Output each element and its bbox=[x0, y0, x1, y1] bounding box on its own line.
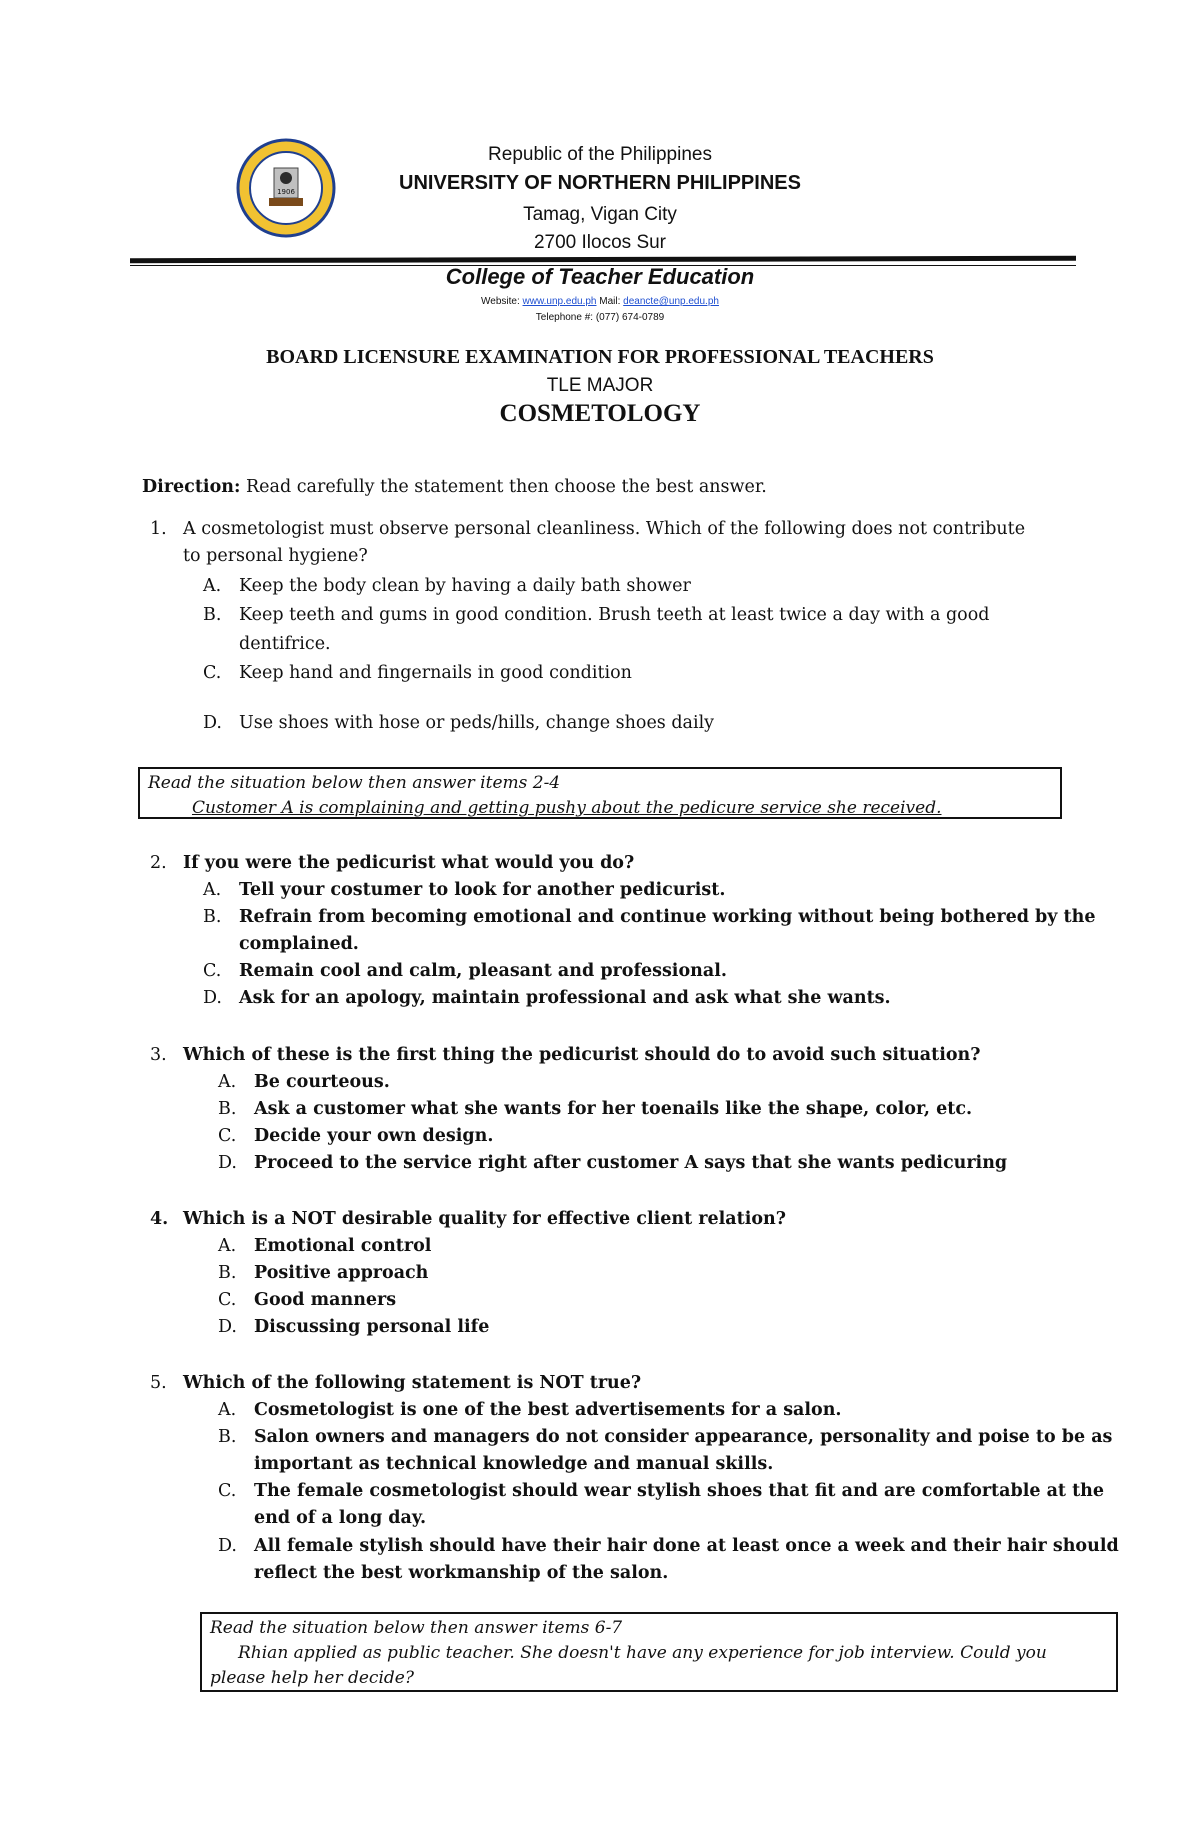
option-text: Be courteous. bbox=[254, 1072, 390, 1092]
website-label: Website: bbox=[481, 296, 520, 307]
option-text: reflect the best workmanship of the salon. bbox=[254, 1563, 669, 1583]
mail-link[interactable]: deancte@unp.edu.ph bbox=[623, 296, 719, 307]
option-text: dentifrice. bbox=[239, 634, 331, 654]
option-letter: D. bbox=[203, 988, 222, 1008]
question-text: Which of the following statement is NOT true? bbox=[183, 1373, 642, 1393]
question-number: 2. bbox=[150, 853, 167, 873]
exam-major: TLE MAJOR bbox=[546, 375, 654, 396]
option-text: Keep hand and fingernails in good condition bbox=[239, 663, 632, 683]
option-text: Use shoes with hose or peds/hills, change shoes daily bbox=[239, 713, 715, 733]
option-letter: C. bbox=[203, 961, 222, 981]
option-text: Tell your costumer to look for another pedicurist. bbox=[239, 880, 726, 900]
situation-text: please help her decide? bbox=[210, 1668, 414, 1688]
option-text: Refrain from becoming emotional and continue working without being bothered by the bbox=[239, 907, 1096, 927]
option-letter: D. bbox=[218, 1317, 237, 1337]
question-number: 5. bbox=[150, 1373, 167, 1393]
header-province: 2700 Ilocos Sur bbox=[533, 232, 667, 253]
exam-title: BOARD LICENSURE EXAMINATION FOR PROFESSIONAL TEACHERS bbox=[266, 346, 934, 368]
option-letter: D. bbox=[218, 1536, 237, 1556]
option-letter: C. bbox=[218, 1481, 237, 1501]
situation-box-2 bbox=[200, 1612, 1118, 1692]
mail-label: Mail: bbox=[599, 296, 621, 307]
option-letter: B. bbox=[218, 1427, 237, 1447]
situation-heading: Read the situation below then answer items 6-7 bbox=[210, 1618, 623, 1638]
option-text: important as technical knowledge and manual skills. bbox=[254, 1454, 774, 1474]
option-letter: A. bbox=[218, 1072, 237, 1092]
option-letter: C. bbox=[203, 663, 222, 683]
question-text bbox=[183, 516, 1103, 570]
option-text: Good manners bbox=[254, 1290, 397, 1310]
option-letter: B. bbox=[218, 1099, 237, 1119]
option-letter: B. bbox=[203, 907, 222, 927]
question-number: 3. bbox=[150, 1045, 167, 1065]
option-letter: B. bbox=[203, 605, 222, 625]
option-letter: A. bbox=[203, 880, 222, 900]
question-text: If you were the pedicurist what would you do? bbox=[183, 853, 635, 873]
option-text: Proceed to the service right after customer A says that she wants pedicuring bbox=[254, 1153, 1008, 1173]
option-text: Discussing personal life bbox=[254, 1317, 490, 1337]
option-text: Emotional control bbox=[254, 1236, 432, 1256]
option-text: All female stylish should have their hair done at least once a week and their hair should bbox=[254, 1536, 1119, 1556]
option-letter: C. bbox=[218, 1290, 237, 1310]
situation-box-1 bbox=[138, 767, 1062, 819]
situation-text: Customer A is complaining and getting pushy about the pedicure service she received. bbox=[192, 798, 942, 818]
direction bbox=[142, 474, 767, 501]
question-line: A cosmetologist must observe personal cleanliness. Which of the following does not contribute bbox=[183, 519, 1026, 539]
question-number: 4. bbox=[150, 1209, 169, 1229]
option-text: end of a long day. bbox=[254, 1508, 427, 1528]
option-text: Keep teeth and gums in good condition. Brush teeth at least twice a day with a good bbox=[239, 605, 990, 625]
college-name: College of Teacher Education bbox=[445, 264, 755, 289]
telephone-line: Telephone #: (077) 674-0789 bbox=[535, 312, 665, 323]
situation-text: Rhian applied as public teacher. She doesn't have any experience for job interview. Could you bbox=[238, 1643, 1047, 1663]
direction-label: Direction: bbox=[142, 477, 241, 497]
option-letter: D. bbox=[218, 1153, 237, 1173]
option-text: Positive approach bbox=[254, 1263, 429, 1283]
svg-text:1906: 1906 bbox=[277, 188, 295, 196]
question-text: Which of these is the first thing the pedicurist should do to avoid such situation? bbox=[183, 1045, 981, 1065]
contact-line bbox=[0, 296, 1200, 307]
question-number: 1. bbox=[150, 519, 167, 539]
option-text: Cosmetologist is one of the best advertisements for a salon. bbox=[254, 1400, 842, 1420]
option-text: Remain cool and calm, pleasant and professional. bbox=[239, 961, 727, 981]
option-letter: A. bbox=[218, 1236, 237, 1256]
header-city: Tamag, Vigan City bbox=[523, 204, 677, 225]
option-text: The female cosmetologist should wear stylish shoes that fit and are comfortable at the bbox=[254, 1481, 1105, 1501]
header-rule-thick bbox=[130, 256, 1076, 263]
option-text: Decide your own design. bbox=[254, 1126, 494, 1146]
option-text: Keep the body clean by having a daily bath shower bbox=[239, 576, 691, 596]
option-text: Salon owners and managers do not consider appearance, personality and poise to be as bbox=[254, 1427, 1113, 1447]
option-letter: C. bbox=[218, 1126, 237, 1146]
option-letter: A. bbox=[203, 576, 222, 596]
option-letter: A. bbox=[218, 1400, 237, 1420]
header-university: UNIVERSITY OF NORTHERN PHILIPPINES bbox=[399, 172, 801, 194]
option-text: Ask for an apology, maintain professional and ask what she wants. bbox=[239, 988, 891, 1008]
header-republic: Republic of the Philippines bbox=[488, 144, 712, 165]
option-text: Ask a customer what she wants for her toenails like the shape, color, etc. bbox=[254, 1099, 973, 1119]
direction-text: Read carefully the statement then choose the best answer. bbox=[240, 477, 767, 497]
option-letter: D. bbox=[203, 713, 222, 733]
question-line: to personal hygiene? bbox=[183, 546, 368, 566]
question-text: Which is a NOT desirable quality for effective client relation? bbox=[183, 1209, 786, 1229]
exam-subject: COSMETOLOGY bbox=[499, 400, 701, 427]
situation-heading: Read the situation below then answer items 2-4 bbox=[148, 773, 561, 793]
option-text: complained. bbox=[239, 934, 359, 954]
option-letter: B. bbox=[218, 1263, 237, 1283]
website-link[interactable]: www.unp.edu.ph bbox=[522, 296, 597, 307]
